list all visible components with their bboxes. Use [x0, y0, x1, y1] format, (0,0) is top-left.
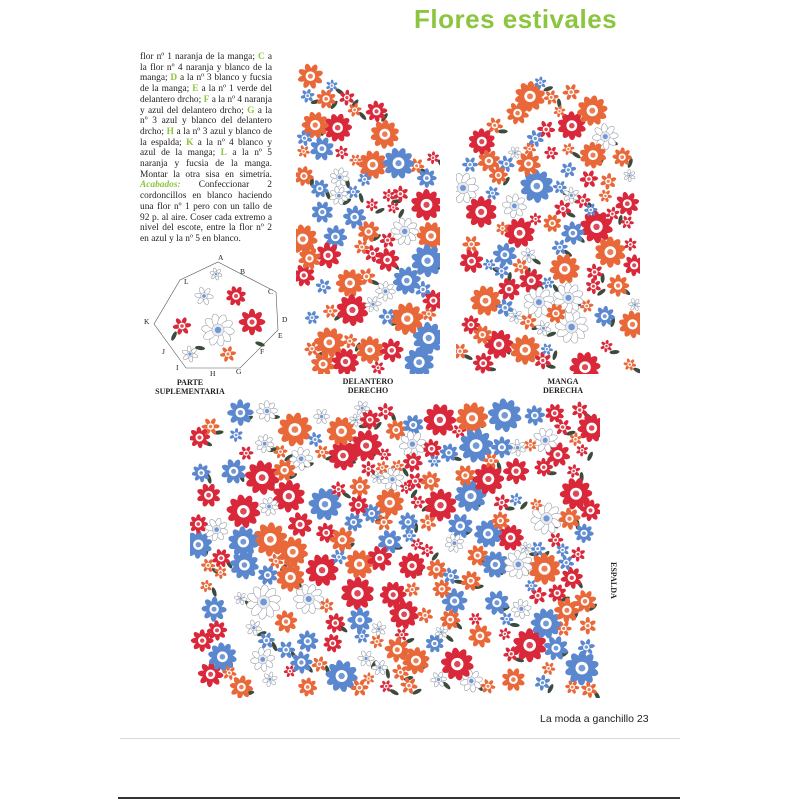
flower-motif [599, 189, 613, 202]
leaf-motif [552, 350, 559, 361]
footer-divider [120, 738, 680, 739]
flower-motif [350, 679, 368, 697]
page-title: Flores estivales [414, 4, 618, 34]
flower-motif [349, 476, 370, 497]
leaf-motif [211, 587, 218, 598]
flower-motif [273, 445, 287, 459]
flower-motif [544, 146, 558, 160]
flower-motif [456, 172, 478, 203]
leaf-motif [510, 622, 520, 627]
flower-motif [520, 542, 533, 555]
leaf-motif [385, 668, 391, 679]
flower-motif [468, 128, 496, 155]
flower-motif [336, 294, 369, 326]
diagram-letter-label: H [210, 369, 216, 378]
flower-motif [277, 412, 312, 447]
flower-motif [365, 198, 378, 211]
diagram-letter-label: L [184, 277, 189, 286]
flower-motif [468, 624, 492, 648]
flower-motif [226, 494, 261, 529]
flower-motif [423, 403, 456, 436]
leaf-motif [632, 367, 640, 374]
flower-motif [549, 253, 580, 284]
diagram-letter-label: K [144, 317, 150, 326]
flower-motif [498, 627, 511, 640]
flower-motif [570, 547, 585, 562]
diagram-letter-label: J [162, 347, 165, 356]
flower-motif [391, 217, 419, 245]
flower-motif [250, 647, 275, 672]
flower-motif [392, 266, 421, 295]
flower-motif [628, 298, 640, 311]
flower-motif [342, 333, 357, 348]
flower-motif [262, 672, 277, 687]
flower-motif [383, 147, 415, 179]
diagram-letter-label: E [278, 331, 283, 340]
flower-motif [564, 651, 599, 686]
flower-motif [510, 335, 541, 365]
flower-motif [504, 550, 533, 579]
flower-motif [343, 205, 367, 229]
flower-motif [207, 620, 228, 641]
flower-motif [356, 336, 384, 364]
flower-motif [576, 444, 589, 457]
flower-motif [379, 232, 395, 248]
diagram-letter-label: G [236, 367, 242, 376]
flower-motif [323, 304, 338, 318]
manga-derecha-panel [456, 62, 640, 374]
flower-motif [623, 169, 635, 181]
flower-motif [239, 309, 266, 336]
flower-motif [600, 340, 613, 353]
leaf-motif [170, 331, 178, 342]
flower-motif [404, 582, 420, 597]
flower-motif [201, 596, 226, 621]
flower-motif [335, 145, 349, 159]
parte-suplementaria-caption: PARTE SUPLEMENTARIA [155, 378, 225, 396]
flower-motif [417, 607, 434, 624]
flower-motif [205, 518, 229, 542]
flower-motif [420, 544, 434, 558]
flower-motif [336, 269, 364, 298]
espalda-caption: ESPALDA [609, 561, 618, 599]
flower-motif [422, 290, 440, 312]
flower-motif [445, 533, 464, 552]
flower-motif [484, 590, 510, 616]
flower-motif [257, 565, 278, 586]
flower-motif [311, 656, 327, 672]
flower-motif [618, 310, 640, 338]
flower-motif [349, 414, 362, 427]
diagram-letter-label: A [218, 253, 224, 262]
flower-motif [220, 346, 237, 363]
flower-motif [227, 399, 254, 426]
flower-motif [196, 483, 221, 508]
flower-motif [239, 446, 254, 460]
flower-motif [402, 414, 424, 436]
flower-motif [560, 162, 576, 178]
flower-motif [487, 398, 522, 433]
instructions-text: flor nº 1 naranja de la manga; C a la flor nº 4 naranja y blanco de la manga; D a la nº 3 blanco y fucsia de la manga; E a la nº 1 verde del delantero drcho; F a la nº 4 naranja y azul del delantero drcho; G a la nº 3 azul y blanco del delantero drcho; H a la nº 3 azul y blanco de la espalda; K a la nº 4 blanco y azul de la manga; L a la nº 5 naranja y fucsia de la manga. Montar la otra sisa en simetría. Acabados: Confeccionar 2 cordoncillos en blanco haciendo una flor nº 1 pero con un tallo de 92 p. al aire. Coser cada extremo a nivel del escote, entre la flor nº 2 en azul y la nº 5 en blanco. [140, 52, 273, 244]
flower-motif [607, 274, 629, 296]
flower-motif [378, 448, 391, 461]
flower-motif [210, 268, 223, 281]
flower-motif [380, 338, 404, 362]
flower-motif [520, 169, 555, 203]
leaf-motif [546, 331, 557, 338]
diagram-letter-label: I [176, 363, 179, 372]
flower-motif [362, 672, 374, 684]
flower-motif [534, 674, 550, 690]
flower-motif [191, 629, 214, 652]
flower-motif [306, 553, 339, 587]
flower-motif [330, 527, 355, 552]
leaf-motif [389, 688, 400, 696]
flower-motif [274, 610, 297, 633]
flower-motif [398, 552, 426, 580]
flower-motif [624, 238, 637, 251]
flower-motif [542, 276, 555, 289]
flower-motif [228, 526, 259, 557]
flower-motif [426, 559, 447, 580]
flower-motif [548, 532, 564, 548]
flower-motif [485, 186, 500, 200]
flower-motif [297, 145, 310, 158]
flower-motif [579, 617, 596, 635]
flower-motif [229, 428, 243, 442]
diagram-letter-label: D [282, 315, 288, 324]
flower-motif [623, 254, 640, 276]
flower-motif [200, 580, 213, 593]
flower-motif [371, 361, 385, 374]
flower-motif [480, 679, 495, 694]
flower-motif [370, 120, 400, 149]
leaf-motif [498, 129, 508, 133]
flower-motif [562, 83, 579, 100]
flower-motif [305, 310, 319, 324]
delantero-derecho-panel [296, 62, 440, 374]
flower-motif [462, 235, 480, 253]
page-footer: La moda a ganchillo 23 [540, 713, 649, 725]
flower-motif [307, 432, 322, 447]
flower-motif [354, 400, 370, 415]
flower-motif [347, 607, 372, 632]
flower-motif [470, 285, 501, 316]
flower-motif [501, 667, 525, 691]
flower-motif [371, 621, 386, 636]
diagram-letter-label: C [268, 287, 274, 296]
espalda-panel [190, 398, 600, 698]
flower-motif [502, 193, 527, 218]
flower-motif [375, 281, 395, 301]
flower-motif [497, 277, 520, 300]
diagram-letter-label: B [240, 267, 246, 276]
flower-motif [226, 286, 247, 307]
flower-motif [528, 553, 561, 585]
flower-motif [509, 493, 522, 506]
flower-motif [600, 173, 617, 190]
flower-motif [201, 313, 234, 346]
flower-motif [462, 157, 478, 173]
page-bottom-edge [118, 797, 680, 799]
flower-motif [298, 677, 318, 697]
flower-motif [246, 584, 281, 619]
flower-motif [287, 512, 313, 538]
flower-motif [314, 409, 330, 425]
flower-motif [543, 635, 568, 660]
leaf-motif [358, 193, 365, 204]
flower-motif [511, 599, 531, 619]
flower-motif [503, 458, 529, 484]
flower-motif [427, 151, 440, 164]
flower-motif [297, 630, 319, 652]
flower-motif [315, 279, 331, 295]
flower-motif [190, 514, 208, 533]
flower-motif [311, 201, 334, 224]
flower-motif [256, 400, 277, 421]
manga-derecha-caption: MANGA DERECHA [542, 377, 583, 395]
flower-motif [327, 416, 357, 446]
flower-motif [297, 63, 323, 89]
flower-motif [569, 351, 601, 374]
flower-motif [420, 471, 440, 491]
flower-motif [579, 142, 607, 169]
flower-motif [524, 405, 545, 426]
flower-motif [344, 513, 363, 532]
leaf-motif [618, 215, 624, 226]
flower-motif [432, 579, 451, 598]
flower-motif [542, 661, 556, 675]
leaf-motif [586, 451, 594, 462]
flower-motif [302, 111, 329, 139]
flower-motif [340, 576, 374, 610]
flower-motif [543, 90, 559, 105]
flower-motif [410, 189, 440, 221]
diagram-letter-label: F [260, 347, 265, 356]
flower-motif [309, 136, 334, 161]
flower-motif [469, 612, 482, 625]
flower-motif [529, 586, 547, 604]
flower-motif [543, 214, 562, 233]
flower-motif [323, 634, 342, 653]
flower-motif [509, 146, 522, 159]
leaf-motif [412, 688, 423, 696]
flower-motif [567, 464, 581, 478]
flower-motif [370, 634, 384, 648]
parte-suplementaria-diagram [140, 250, 300, 380]
flower-motif [580, 170, 599, 189]
flower-motif [195, 287, 214, 306]
delantero-derecho-caption: DELANTERO DERECHO [342, 377, 394, 395]
flower-motif [459, 249, 484, 274]
flower-motif [529, 213, 542, 226]
